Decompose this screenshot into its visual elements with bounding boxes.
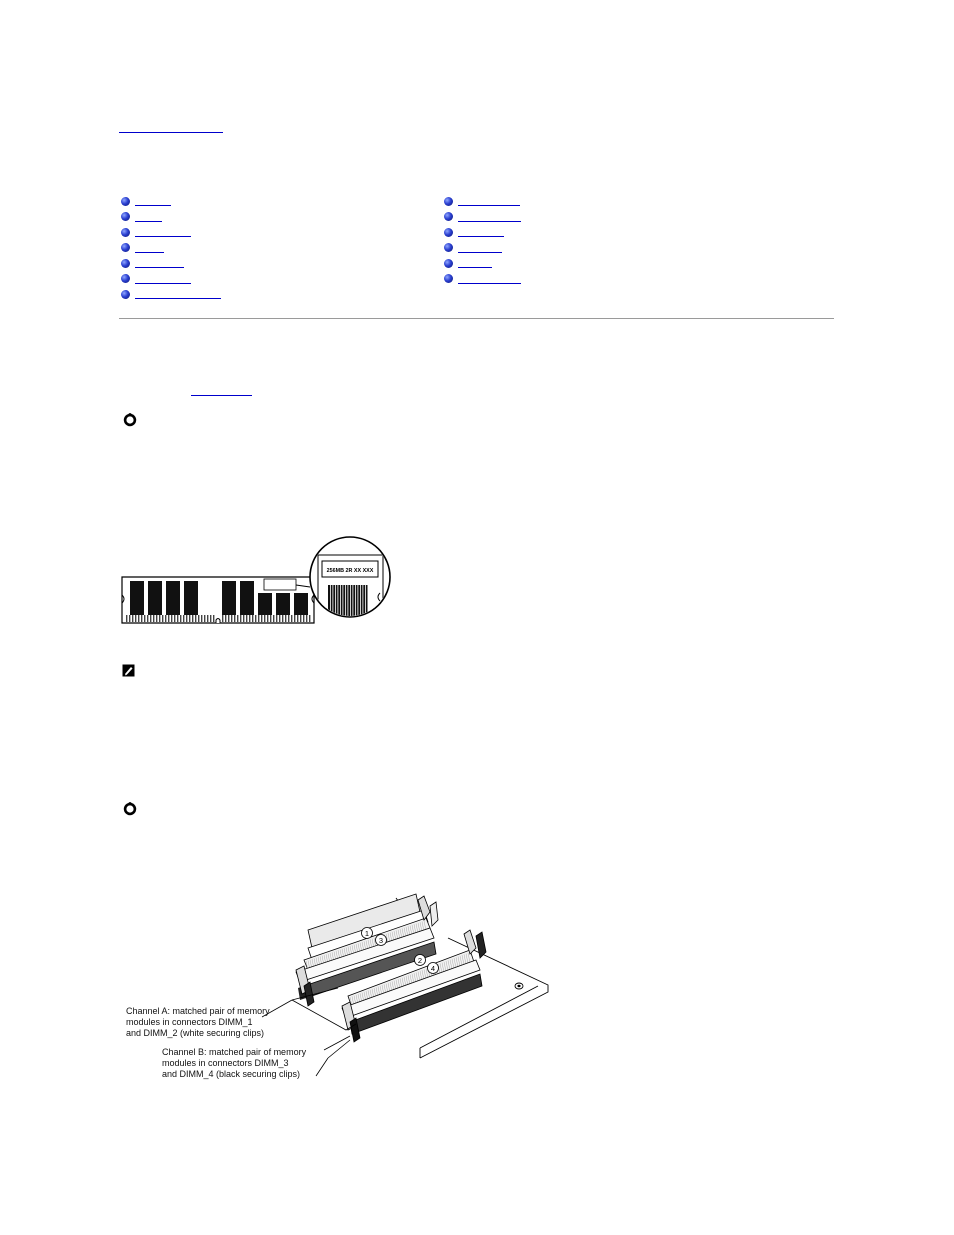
bullet-icon [121, 228, 130, 237]
bullet-icon [121, 290, 130, 299]
toc-right-link[interactable] [458, 204, 520, 206]
toc-right-link[interactable] [458, 282, 521, 284]
bullet-icon [444, 274, 453, 283]
toc-left-link[interactable] [135, 282, 191, 284]
toc-right-item[interactable] [444, 226, 504, 238]
callout-4: 4 [430, 964, 436, 973]
callout-1: 1 [364, 929, 370, 938]
bullet-icon [121, 197, 130, 206]
bullet-icon [121, 243, 130, 252]
channel-b-line-1: Channel B: matched pair of memory [162, 1047, 307, 1057]
toc-left-link[interactable] [135, 235, 191, 237]
callout-2: 2 [417, 956, 423, 965]
bullet-icon [121, 274, 130, 283]
callout-3: 3 [378, 936, 384, 945]
toc-left-item[interactable] [121, 273, 191, 285]
toc-left-link[interactable] [135, 297, 221, 299]
section-divider [119, 318, 834, 319]
dimm-connectors-figure [118, 890, 558, 1090]
toc-left-item[interactable] [121, 195, 171, 207]
toc-left-item[interactable] [121, 257, 184, 269]
toc-right-item[interactable] [444, 195, 520, 207]
back-link[interactable] [119, 120, 223, 132]
toc-right-item[interactable] [444, 257, 492, 269]
channel-b-line-3: and DIMM_4 (black securing clips) [162, 1069, 301, 1079]
notice-icon [123, 413, 137, 427]
toc-left-item[interactable] [121, 226, 191, 238]
notice-icon [123, 802, 137, 816]
channel-a-line-3: and DIMM_2 (white securing clips) [126, 1028, 265, 1038]
toc-left-link[interactable] [135, 220, 162, 222]
inline-link[interactable] [191, 383, 252, 395]
toc-right-link[interactable] [458, 266, 492, 268]
toc-right-link[interactable] [458, 220, 521, 222]
bullet-icon [121, 212, 130, 221]
module-label-text: 256MB 2R XX XXX [326, 568, 374, 574]
channel-a-line-1: Channel A: matched pair of memory [126, 1006, 270, 1016]
toc-right-item[interactable] [444, 242, 502, 254]
toc-left-item[interactable] [121, 242, 164, 254]
channel-b-line-2: modules in connectors DIMM_3 [162, 1058, 289, 1068]
bullet-icon [444, 259, 453, 268]
toc-right-link[interactable] [458, 235, 504, 237]
toc-right-item[interactable] [444, 211, 521, 223]
toc-left-link[interactable] [135, 266, 184, 268]
bullet-icon [121, 259, 130, 268]
bullet-icon [444, 197, 453, 206]
memory-module-figure [118, 535, 398, 635]
note-pencil-icon [122, 664, 136, 678]
bullet-icon [444, 243, 453, 252]
toc-right-item[interactable] [444, 273, 521, 285]
toc-left-item[interactable] [121, 288, 221, 300]
channel-a-line-2: modules in connectors DIMM_1 [126, 1017, 253, 1027]
bullet-icon [444, 212, 453, 221]
bullet-icon [444, 228, 453, 237]
toc-left-link[interactable] [135, 251, 164, 253]
toc-right-link[interactable] [458, 251, 502, 253]
toc-left-item[interactable] [121, 211, 162, 223]
toc-left-link[interactable] [135, 204, 171, 206]
